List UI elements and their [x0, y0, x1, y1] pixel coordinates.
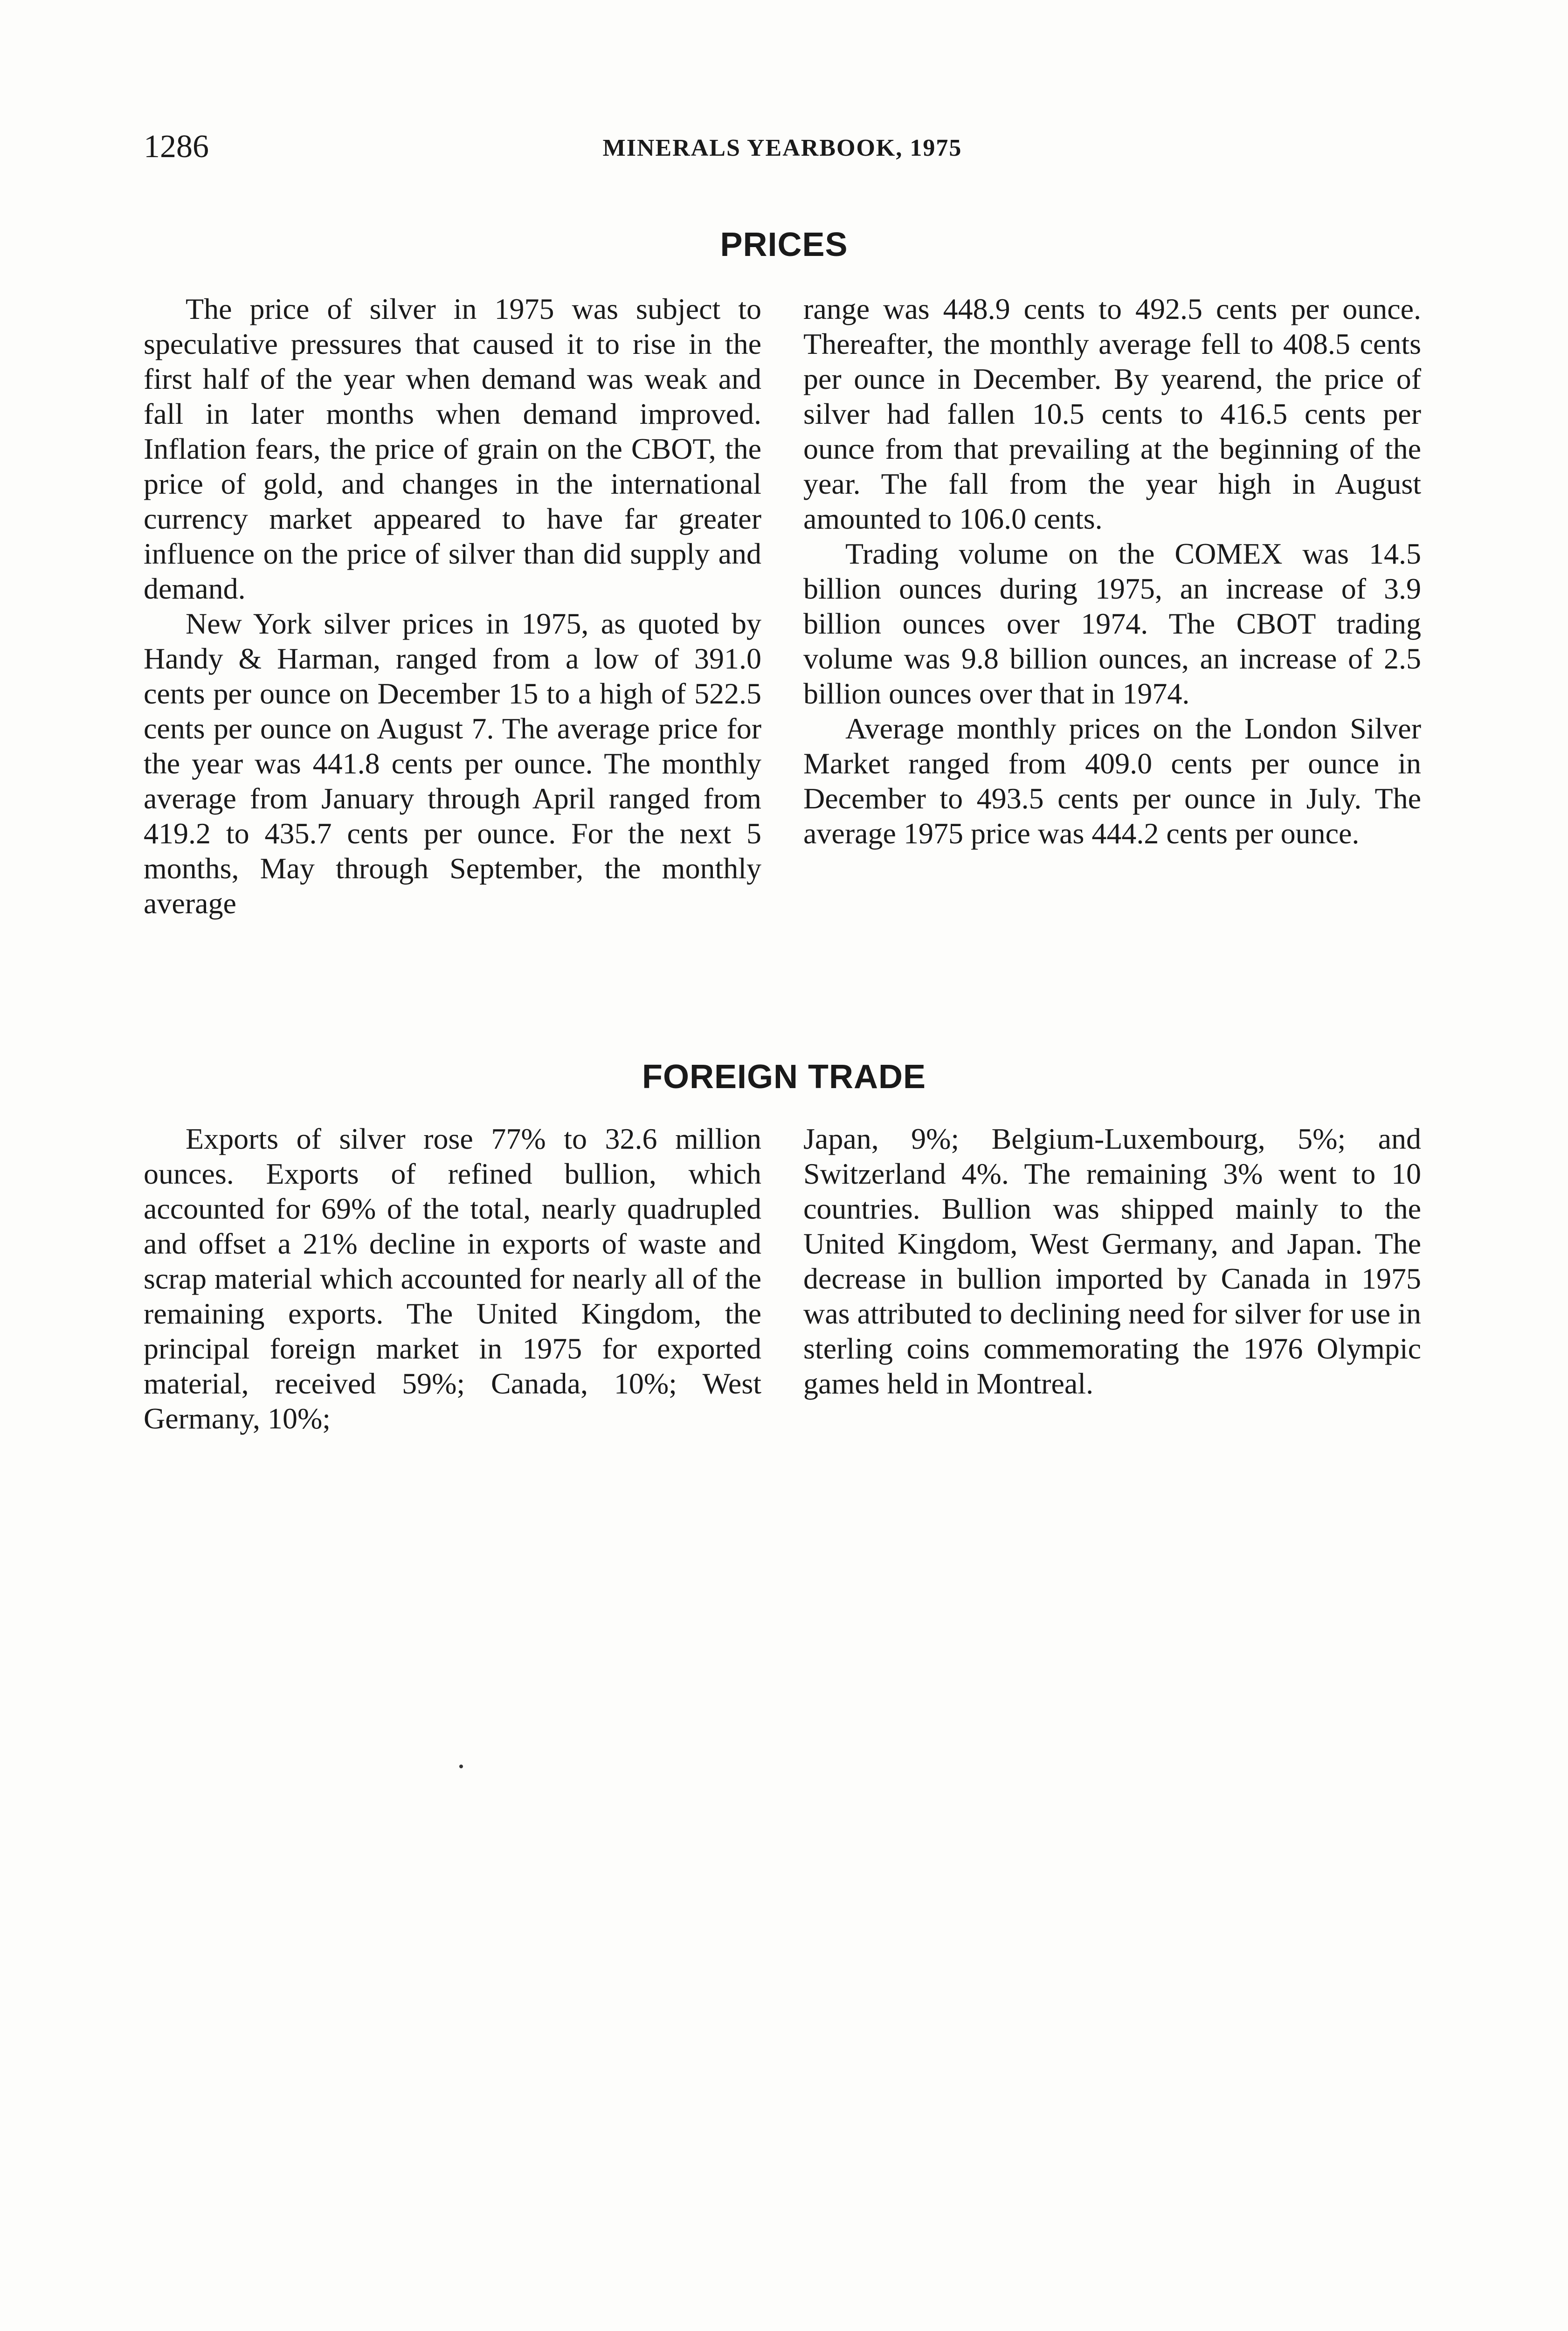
paragraph: Exports of silver rose 77% to 32.6 million ounces. Exports of refined bullion, which accounted for 69% of the total, nearly quadrupled and offset a 21% decline in exports of waste and scrap material which accounted for nearly all of the remaining exports. The United Kingdom, the principal foreign market in 1975 for exported material, received 59%; Canada, 10%; West Germany, 10%; [144, 1122, 761, 1435]
prices-left-column [144, 291, 761, 921]
paragraph: Japan, 9%; Belgium-Luxembourg, 5%; and Switzerland 4%. The remaining 3% went to 10 countries. Bullion was shipped mainly to the United Kingdom, West Germany, and Japan. The decrease in bullion imported by Canada in 1975 was attributed to declining need for silver for use in sterling coins commemorating the 1976 Olympic games held in Montreal. [803, 1122, 1421, 1400]
running-head [144, 126, 1421, 168]
paragraph: New York silver prices in 1975, as quoted by Handy & Harman, ranged from a low of 391.0 cents per ounce on December 15 to a high of 522.5 cents per ounce on August 7. The average price for the year was 441.8 cents per ounce. The monthly average from January through April ranged from 419.2 to 435.7 cents per ounce. For the next 5 months, May through September, the monthly average [144, 607, 761, 920]
section-heading-foreign-trade: FOREIGN TRADE [642, 1058, 926, 1096]
page-number: 1286 [144, 129, 209, 165]
scan-speck [459, 1765, 463, 1768]
paragraph: Average monthly prices on the London Silver Market ranged from 409.0 cents per ounce in December to 493.5 cents per ounce in July. The average 1975 price was 444.2 cents per ounce. [803, 712, 1421, 850]
foreign-trade-left-column [144, 1121, 761, 1436]
foreign-trade-right-column [803, 1121, 1421, 1401]
paragraph: The price of silver in 1975 was subject to speculative pressures that caused it to rise in the first half of the year when demand was weak and fall in later months when demand improved. Inflation fears, the price of grain on the CBOT, the price of gold, and changes in the international currency market appeared to have far greater influence on the price of silver than did supply and demand. [144, 292, 761, 605]
paragraph: range was 448.9 cents to 492.5 cents per ounce. Thereafter, the monthly average fell to 408.5 cents per ounce in December. By yearend, the price of silver had fallen 10.5 cents to 416.5 cents per ounce from that prevailing at the beginning of the year. The fall from the year high in August amounted to 106.0 cents. [803, 292, 1421, 535]
prices-right-column [803, 291, 1421, 851]
paragraph: Trading volume on the COMEX was 14.5 billion ounces during 1975, an increase of 3.9 billion ounces over 1974. The CBOT trading volume was 9.8 billion ounces, an increase of 2.5 billion ounces over that in 1974. [803, 537, 1421, 710]
running-title: MINERALS YEARBOOK, 1975 [602, 135, 962, 161]
section-heading-prices: PRICES [720, 226, 848, 263]
